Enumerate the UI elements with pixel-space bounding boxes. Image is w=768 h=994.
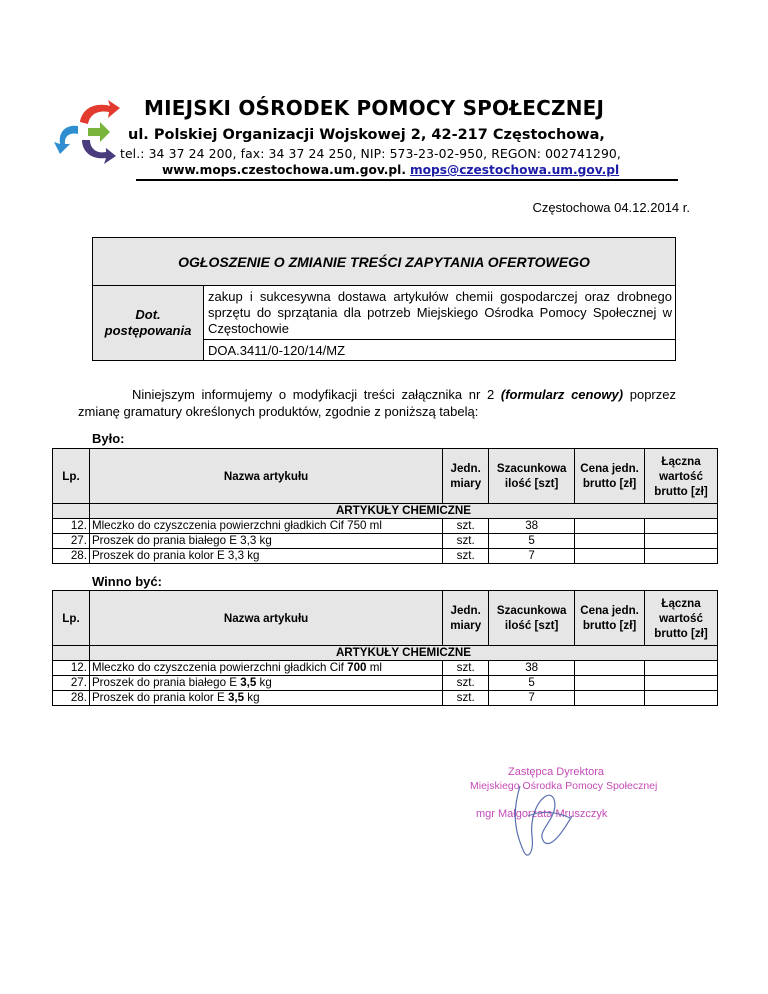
before-label: Było:: [92, 431, 125, 446]
organization-address: ul. Polskiej Organizacji Wojskowej 2, 42-217 Częstochowa,: [128, 127, 605, 143]
stamp-line2: Miejskiego Ośrodka Pomocy Społecznej: [470, 780, 658, 792]
category-row: ARTYKUŁY CHEMICZNE: [89, 646, 717, 661]
organization-contact: tel.: 34 37 24 200, fax: 34 37 24 250, NIP: 573-23-02-950, REGON: 002741290,: [120, 146, 621, 161]
logo-green-arrow: [88, 122, 110, 142]
table-row: 27. Proszek do prania białego E 3,5 kg szt. 5: [53, 676, 718, 691]
procedure-label-line2: postępowania: [104, 323, 192, 338]
table-row: 27. Proszek do prania białego E 3,3 kg szt. 5: [53, 534, 718, 549]
after-label: Winno być:: [92, 574, 162, 589]
col-name: Nazwa artykułu: [89, 449, 442, 504]
col-lp: Lp.: [53, 449, 90, 504]
col-lp: Lp.: [53, 591, 90, 646]
notice-title: OGŁOSZENIE O ZMIANIE TREŚCI ZAPYTANIA OFERTOWEGO: [93, 238, 676, 286]
logo-purple-arrow: [82, 140, 116, 164]
intro-emphasis: (formularz cenowy): [500, 387, 624, 402]
procedure-description: zakup i sukcesywna dostawa artykułów chemii gospodarczej oraz drobnego sprzętu do sprzątania dla potrzeb Miejskiego Ośrodka Pomocy Społecznej w Częstochowie: [204, 286, 676, 340]
official-stamp: [462, 756, 662, 876]
email-link[interactable]: mops@czestochowa.um.gov.pl: [409, 163, 620, 177]
website-link[interactable]: www.mops.czestochowa.um.gov.pl.: [162, 163, 406, 177]
intro-text-before: Niniejszym informujemy o modyfikacji treści załącznika nr 2: [132, 387, 501, 402]
logo-blue-arrow: [54, 126, 78, 154]
document-date: Częstochowa 04.12.2014 r.: [532, 200, 690, 215]
table-row: 12. Mleczko do czyszczenia powierzchni gładkich Cif 750 ml szt. 38: [53, 519, 718, 534]
intro-text-after: poprzez zmianę gramatury określonych produktów, zgodnie z poniższą tabelą:: [78, 387, 676, 419]
notice-table: [92, 237, 676, 361]
intro-paragraph: [78, 386, 676, 420]
col-qty: Szacunkowa ilość [szt]: [489, 591, 575, 646]
table-row: 28. Proszek do prania kolor E 3,3 kg szt. 7: [53, 549, 718, 564]
col-name: Nazwa artykułu: [89, 591, 442, 646]
col-price: Cena jedn. brutto [zł]: [575, 591, 645, 646]
before-table: [52, 448, 718, 564]
category-row: ARTYKUŁY CHEMICZNE: [89, 504, 717, 519]
col-unit: Jedn. miary: [443, 449, 489, 504]
procedure-reference: DOA.3411/0-120/14/MZ: [204, 340, 676, 361]
organization-name: MIEJSKI OŚRODEK POMOCY SPOŁECZNEJ: [144, 96, 605, 120]
col-qty: Szacunkowa ilość [szt]: [489, 449, 575, 504]
organization-web: [162, 163, 619, 177]
after-table: [52, 590, 718, 706]
procedure-label-line1: Dot.: [135, 307, 161, 322]
procedure-label: [93, 286, 204, 361]
col-total: Łączna wartość brutto [zł]: [645, 449, 718, 504]
table-row: 28. Proszek do prania kolor E 3,5 kg szt. 7: [53, 691, 718, 706]
col-price: Cena jedn. brutto [zł]: [575, 449, 645, 504]
col-unit: Jedn. miary: [443, 591, 489, 646]
stamp-line1: Zastępca Dyrektora: [508, 766, 604, 778]
header-divider: [136, 179, 678, 181]
logo-red-arrow: [80, 100, 120, 124]
table-row: 12. Mleczko do czyszczenia powierzchni gładkich Cif 700 ml szt. 38: [53, 661, 718, 676]
col-total: Łączna wartość brutto [zł]: [645, 591, 718, 646]
signature-icon: [462, 756, 662, 876]
stamp-line3: mgr Małgorzata Mruszczyk: [476, 808, 608, 820]
